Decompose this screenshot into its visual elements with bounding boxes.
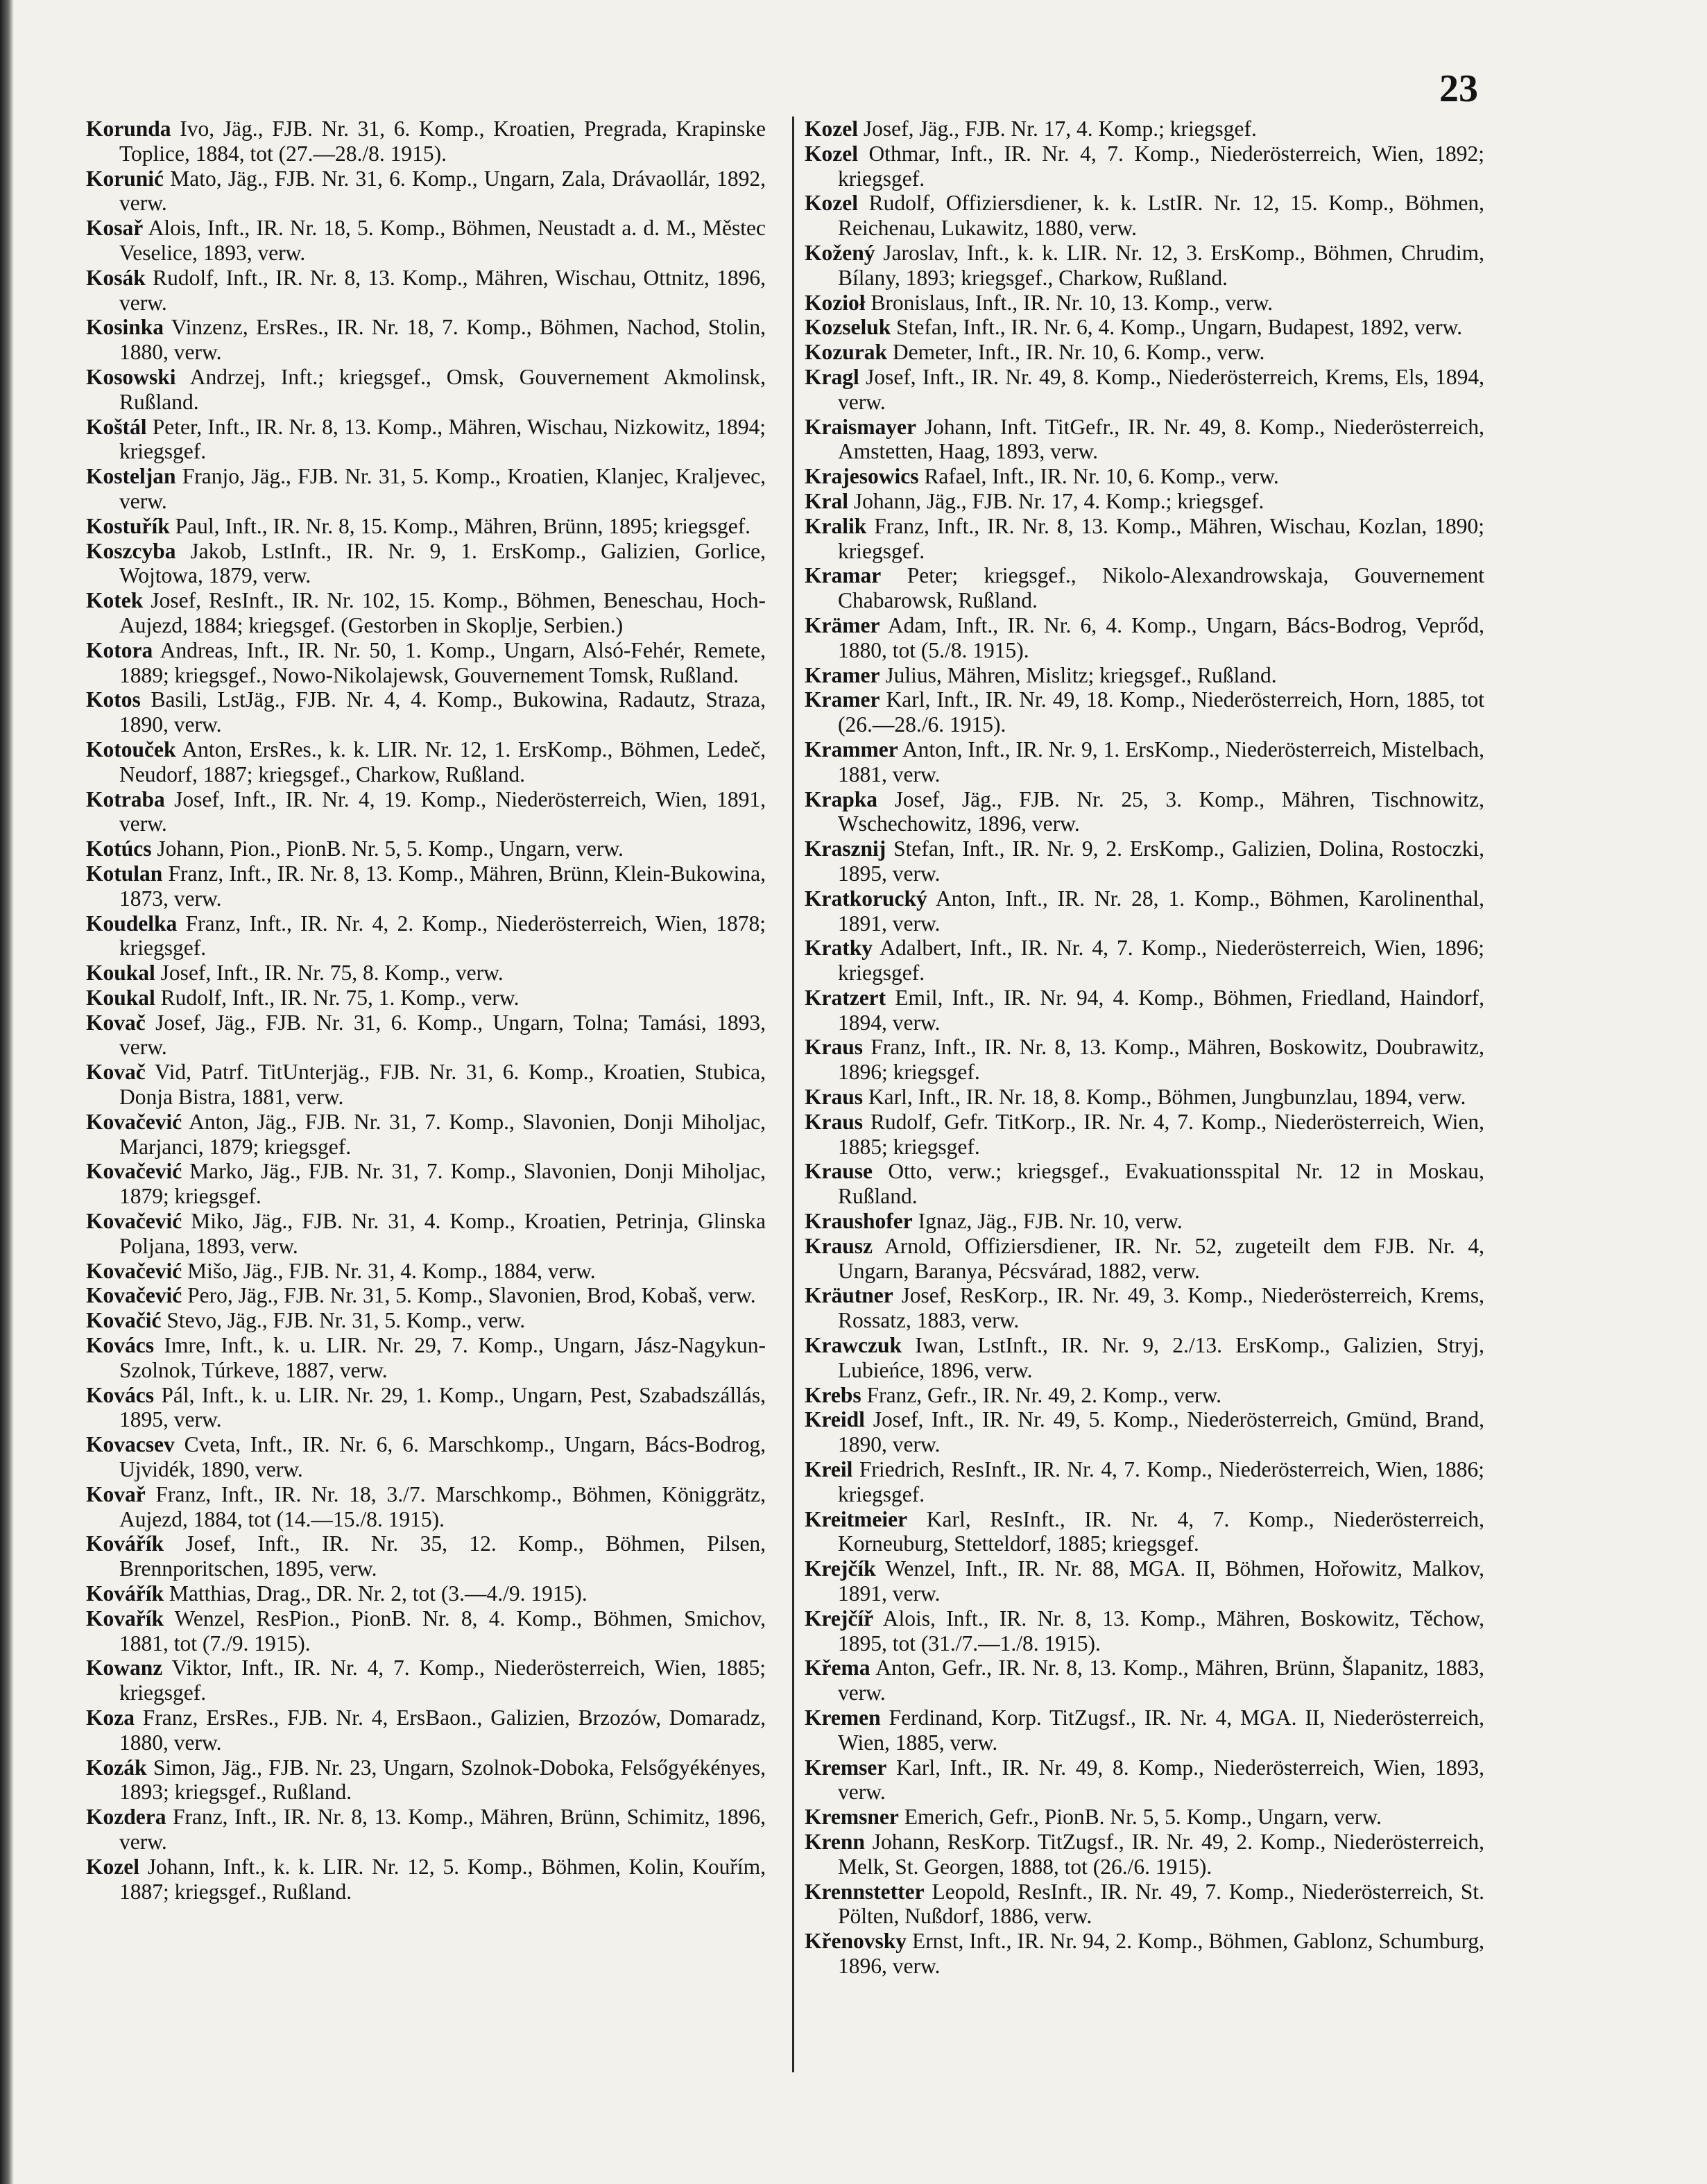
list-item [86,638,766,688]
entry-surname: Kräutner [805,1283,893,1308]
page-number: 23 [1439,67,1478,110]
entry-details: Wenzel, Inft., IR. Nr. 88, MGA. II, Böhmen, Hořowitz, Malkov, 1891, verw. [838,1556,1484,1606]
entry-surname: Kragl [805,364,859,389]
entry-details: Mato, Jäg., FJB. Nr. 31, 6. Komp., Ungarn, Zala, Drávaollár, 1892, verw. [119,166,766,216]
entry-surname: Křema [805,1656,870,1680]
entry-surname: Kozioł [805,290,866,315]
list-item [86,1805,766,1855]
entry-surname: Korunda [86,117,171,141]
list-item [86,1755,766,1805]
list-item [805,613,1484,663]
left-column [86,117,766,1904]
entry-surname: Koszcyba [86,538,176,563]
entry-surname: Krämer [805,612,880,637]
entry-details: Simon, Jäg., FJB. Nr. 23, Ungarn, Szolnok-Doboka, Felsőgyékényes, 1893; kriegsgef., Rußland. [119,1755,766,1805]
entry-details: Anton, Gefr., IR. Nr. 8, 13. Komp., Mähren, Brünn, Šlapanitz, 1883, verw. [838,1656,1484,1705]
entry-surname: Koukal [86,985,155,1010]
entry-surname: Kratzert [805,985,886,1010]
list-item [86,1482,766,1532]
entry-details: Friedrich, ResInft., IR. Nr. 4, 7. Komp., Niederösterreich, Wien, 1886; kriegsgef. [838,1457,1484,1506]
entry-details: Johann, Jäg., FJB. Nr. 17, 4. Komp.; kriegsgef. [848,488,1264,513]
entry-surname: Kreil [805,1457,853,1482]
entry-details: Josef, Jäg., FJB. Nr. 31, 6. Komp., Ungarn, Tolna; Tamási, 1893, verw. [119,1010,766,1060]
entry-details: Josef, ResInft., IR. Nr. 102, 15. Komp., Böhmen, Beneschau, Hoch-Aujezd, 1884; kriegsgef. (Gestorben in Skoplje, Serbien.) [119,588,766,637]
list-item [805,489,1484,514]
entry-surname: Krawczuk [805,1333,902,1358]
list-item [86,539,766,589]
entry-surname: Kraus [805,1085,864,1110]
entry-surname: Kramer [805,662,880,687]
entry-details: Anton, Inft., IR. Nr. 9, 1. ErsKomp., Niederösterreich, Mistelbach, 1881, verw. [838,737,1484,786]
entry-surname: Kosák [86,265,146,290]
entry-surname: Krause [805,1159,873,1184]
entry-surname: Korunić [86,166,164,191]
entry-details: Leopold, ResInft., IR. Nr. 49, 7. Komp., Niederösterreich, St. Pölten, Nußdorf, 1886, verw. [838,1879,1484,1929]
entry-details: Marko, Jäg., FJB. Nr. 31, 7. Komp., Slavonien, Donji Miholjac, 1879; kriegsgef. [119,1159,766,1209]
entry-surname: Kral [805,488,848,513]
entry-details: Matthias, Drag., DR. Nr. 2, tot (3.—4./9. 1915). [164,1581,587,1606]
list-item [805,1606,1484,1656]
entry-details: Josef, Jäg., FJB. Nr. 25, 3. Komp., Mähren, Tischnowitz, Wschechowitz, 1896, verw. [838,786,1484,836]
list-item [86,588,766,638]
list-item [805,514,1484,564]
list-item [805,1110,1484,1160]
entry-surname: Kozák [86,1755,147,1780]
entry-details: Ivo, Jäg., FJB. Nr. 31, 6. Komp., Kroatien, Pregrada, Krapinske Toplice, 1884, tot (27.—28./8. 1915). [119,117,766,166]
entry-details: Vid, Patrf. TitUnterjäg., FJB. Nr. 31, 6. Komp., Kroatien, Stubica, Donja Bistra, 1881, verw. [119,1060,766,1110]
entry-surname: Kremen [805,1705,881,1730]
list-item [86,911,766,961]
entry-surname: Kovačić [86,1308,162,1333]
entry-surname: Koukal [86,961,155,986]
right-column [805,117,1484,1979]
list-item [86,514,766,539]
entry-surname: Kremsner [805,1805,899,1830]
list-item [86,1705,766,1755]
list-item [86,1383,766,1433]
list-item [805,986,1484,1035]
list-item [805,1085,1484,1110]
entry-details: Josef, Inft., IR. Nr. 75, 8. Komp., verw. [155,961,504,986]
entry-details: Franz, Inft., IR. Nr. 8, 13. Komp., Mähren, Wischau, Kozlan, 1890; kriegsgef. [838,513,1484,563]
entry-surname: Krejčík [805,1556,876,1581]
list-item [805,1283,1484,1333]
entry-details: Josef, Inft., IR. Nr. 4, 19. Komp., Niederösterreich, Wien, 1891, verw. [119,786,766,836]
list-item [805,1805,1484,1830]
list-item [86,266,766,316]
list-item [805,1209,1484,1234]
list-item [86,216,766,266]
list-item [805,141,1484,191]
list-item [86,1656,766,1705]
entry-surname: Kozdera [86,1805,166,1830]
entry-details: Anton, Inft., IR. Nr. 28, 1. Komp., Böhmen, Karolinenthal, 1891, verw. [838,886,1484,936]
list-item [805,464,1484,489]
entry-details: Emil, Inft., IR. Nr. 94, 4. Komp., Böhmen, Friedland, Haindorf, 1894, verw. [838,985,1484,1035]
entry-surname: Kozel [805,117,858,141]
entry-details: Cveta, Inft., IR. Nr. 6, 6. Marschkomp., Ungarn, Bács-Bodrog, Ujvidék, 1890, verw. [119,1432,766,1482]
entry-surname: Kraismayer [805,414,916,439]
entry-surname: Kotek [86,588,144,613]
entry-details: Mišo, Jäg., FJB. Nr. 31, 4. Komp., 1884, verw. [182,1258,596,1283]
list-item [805,365,1484,415]
entry-surname: Kozel [86,1854,139,1879]
list-item [86,687,766,737]
list-item [86,1432,766,1482]
list-item [805,1656,1484,1705]
list-item [86,365,766,415]
entry-surname: Kraus [805,1109,864,1134]
entry-surname: Kozel [805,191,858,216]
entry-details: Viktor, Inft., IR. Nr. 4, 7. Komp., Niederösterreich, Wien, 1885; kriegsgef. [119,1656,766,1705]
entry-surname: Kovács [86,1382,154,1407]
entry-details: Ernst, Inft., IR. Nr. 94, 2. Komp., Böhmen, Gablonz, Schumburg, 1896, verw. [838,1929,1484,1978]
column-divider [792,117,794,2072]
entry-details: Adalbert, Inft., IR. Nr. 4, 7. Komp., Niederösterreich, Wien, 1896; kriegsgef. [838,936,1484,986]
list-item [86,1606,766,1656]
entry-surname: Kovačević [86,1159,182,1184]
list-item [86,986,766,1011]
list-item [805,291,1484,316]
entry-details: Andreas, Inft., IR. Nr. 50, 1. Komp., Ungarn, Alsó-Fehér, Remete, 1889; kriegsgef., Nowo-Nikolajewsk, Gouvernement Tomsk, Rußland. [119,637,766,687]
entry-details: Johann, Inft., k. k. LIR. Nr. 12, 5. Komp., Böhmen, Kolin, Kouřím, 1887; kriegsgef., Rußland. [119,1854,766,1904]
list-item [86,1209,766,1259]
entry-details: Othmar, Inft., IR. Nr. 4, 7. Komp., Niederösterreich, Wien, 1892; kriegsgef. [838,141,1484,191]
entry-details: Rudolf, Gefr. TitKorp., IR. Nr. 4, 7. Komp., Niederösterreich, Wien, 1885; kriegsgef. [838,1109,1484,1159]
entry-details: Karl, ResInft., IR. Nr. 4, 7. Komp., Niederösterreich, Korneuburg, Stetteldorf, 1885; kriegsgef. [838,1506,1484,1556]
entry-surname: Kostuřík [86,513,170,538]
entry-surname: Kovačević [86,1209,182,1234]
entry-details: Miko, Jäg., FJB. Nr. 31, 4. Komp., Kroatien, Petrinja, Glinska Poljana, 1893, verw. [119,1209,766,1258]
entry-surname: Krasznij [805,836,886,861]
list-item [805,1880,1484,1929]
entry-details: Stefan, Inft., IR. Nr. 6, 4. Komp., Ungarn, Budapest, 1892, verw. [891,315,1463,340]
entry-details: Rudolf, Inft., IR. Nr. 75, 1. Komp., verw. [155,985,520,1010]
list-item [86,166,766,216]
entry-surname: Kovačević [86,1258,182,1283]
entry-details: Franz, Gefr., IR. Nr. 49, 2. Komp., verw. [861,1382,1222,1407]
entry-details: Rafael, Inft., IR. Nr. 10, 6. Komp., verw. [918,464,1279,489]
list-item [86,415,766,465]
entry-surname: Kovářík [86,1581,164,1606]
list-item [805,787,1484,837]
list-item [805,737,1484,787]
entry-details: Johann, ResKorp. TitZugsf., IR. Nr. 49, 2. Komp., Niederösterreich, Melk, St. Georgen, 1888, tot (26./6. 1915). [838,1829,1484,1879]
list-item [805,687,1484,737]
entry-details: Rudolf, Inft., IR. Nr. 8, 13. Komp., Mähren, Wischau, Ottnitz, 1896, verw. [119,265,766,315]
list-item [86,1581,766,1606]
entry-details: Rudolf, Offiziersdiener, k. k. LstIR. Nr. 12, 15. Komp., Böhmen, Reichenau, Lukawitz, 1880, verw. [838,191,1484,241]
entry-details: Stevo, Jäg., FJB. Nr. 31, 5. Komp., verw. [161,1308,526,1333]
list-item [86,861,766,911]
entry-surname: Kovács [86,1333,154,1358]
entry-details: Peter, Inft., IR. Nr. 8, 13. Komp., Mähren, Wischau, Nizkowitz, 1894; kriegsgef. [119,414,766,464]
entry-surname: Koza [86,1705,135,1730]
list-item [86,836,766,861]
entry-surname: Koudelka [86,911,178,936]
entry-surname: Kozseluk [805,315,891,340]
list-item [805,1035,1484,1085]
list-item [86,117,766,166]
entry-details: Adam, Inft., IR. Nr. 6, 4. Komp., Ungarn, Bács-Bodrog, Veprőd, 1880, tot (5./8. 1915). [838,612,1484,662]
entry-details: Johann, Pion., PionB. Nr. 5, 5. Komp., Ungarn, verw. [151,836,624,861]
entry-details: Arnold, Offiziersdiener, IR. Nr. 52, zugeteilt dem FJB. Nr. 4, Ungarn, Baranya, Pécsvárad, 1882, verw. [838,1233,1484,1283]
list-item [805,1929,1484,1979]
entry-surname: Kovačević [86,1109,182,1134]
entry-details: Franz, ErsRes., FJB. Nr. 4, ErsBaon., Galizien, Brzozów, Domaradz, 1880, verw. [119,1705,766,1755]
entry-surname: Krapka [805,786,878,811]
entry-details: Franz, Inft., IR. Nr. 18, 3./7. Marschkomp., Böhmen, Königgrätz, Aujezd, 1884, tot (14.—15./8. 1915). [119,1481,766,1531]
entry-surname: Kozurak [805,340,888,365]
entry-surname: Kotulan [86,861,163,886]
entry-details: Franz, Inft., IR. Nr. 8, 13. Komp., Mähren, Brünn, Klein-Bukowina, 1873, verw. [119,861,766,911]
entry-details: Alois, Inft., IR. Nr. 8, 13. Komp., Mähren, Boskowitz, Těchow, 1895, tot (31./7.—1./8. 1915). [838,1606,1484,1656]
list-item [86,1855,766,1904]
entry-surname: Kreitmeier [805,1506,908,1531]
entry-surname: Kotouček [86,737,176,762]
entry-details: Ignaz, Jäg., FJB. Nr. 10, verw. [912,1209,1183,1234]
entry-details: Josef, ResKorp., IR. Nr. 49, 3. Komp., Niederösterreich, Krems, Rossatz, 1883, verw. [838,1283,1484,1333]
entry-surname: Kraushofer [805,1209,913,1234]
entry-surname: Kowanz [86,1656,163,1680]
entry-details: Johann, Inft. TitGefr., IR. Nr. 49, 8. Komp., Niederösterreich, Amstetten, Haag, 1893, verw. [838,414,1484,464]
list-item [86,1110,766,1160]
entry-details: Karl, Inft., IR. Nr. 49, 8. Komp., Niederösterreich, Wien, 1893, verw. [838,1755,1484,1805]
entry-surname: Kratky [805,936,873,961]
entry-surname: Krammer [805,737,898,762]
entry-surname: Krennstetter [805,1879,925,1904]
entry-surname: Kraus [805,1035,864,1060]
list-item [805,1234,1484,1284]
list-item [805,315,1484,340]
entry-details: Jakob, LstInft., IR. Nr. 9, 1. ErsKomp., Galizien, Gorlice, Wojtowa, 1879, verw. [119,538,766,588]
entry-details: Franz, Inft., IR. Nr. 4, 2. Komp., Niederösterreich, Wien, 1878; kriegsgef. [119,911,766,961]
entry-details: Bronislaus, Inft., IR. Nr. 10, 13. Komp., verw. [865,290,1273,315]
entry-surname: Kotraba [86,786,165,811]
entry-surname: Kreidl [805,1407,865,1432]
entry-details: Stefan, Inft., IR. Nr. 9, 2. ErsKomp., Galizien, Dolina, Rostoczki, 1895, verw. [838,836,1484,886]
entry-details: Julius, Mähren, Mislitz; kriegsgef., Rußland. [880,662,1277,687]
list-item [805,1830,1484,1880]
entry-surname: Kosowski [86,364,176,389]
list-item [805,1333,1484,1383]
entry-surname: Kovačević [86,1283,182,1308]
entry-surname: Krenn [805,1829,865,1854]
list-item [86,1259,766,1284]
list-item [805,191,1484,241]
list-item [86,1159,766,1209]
entry-details: Iwan, LstInft., IR. Nr. 9, 2./13. ErsKomp., Galizien, Stryj, Lubieńce, 1896, verw. [838,1333,1484,1382]
page-edge-shadow [0,0,14,2184]
entry-surname: Kramer [805,687,880,712]
entry-surname: Krejčíř [805,1606,874,1631]
list-item [805,1556,1484,1606]
list-item [805,663,1484,688]
entry-details: Josef, Inft., IR. Nr. 49, 5. Komp., Niederösterreich, Gmünd, Brand, 1890, verw. [838,1407,1484,1457]
entry-surname: Krebs [805,1382,861,1407]
list-item [86,1283,766,1308]
entry-details: Otto, verw.; kriegsgef., Evakuationsspital Nr. 12 in Moskau, Rußland. [838,1159,1484,1209]
list-item [86,737,766,787]
entry-details: Karl, Inft., IR. Nr. 49, 18. Komp., Niederösterreich, Horn, 1885, tot (26.—28./6. 1915). [838,687,1484,737]
list-item [805,1383,1484,1408]
entry-details: Vinzenz, ErsRes., IR. Nr. 18, 7. Komp., Böhmen, Nachod, Stolin, 1880, verw. [119,315,766,365]
entry-surname: Kosinka [86,315,164,340]
entry-details: Josef, Jäg., FJB. Nr. 17, 4. Komp.; kriegsgef. [857,117,1257,141]
list-item [86,464,766,514]
entry-details: Pál, Inft., k. u. LIR. Nr. 29, 1. Komp., Ungarn, Pest, Szabadszállás, 1895, verw. [119,1382,766,1432]
entry-details: Karl, Inft., IR. Nr. 18, 8. Komp., Böhmen, Jungbunzlau, 1894, verw. [863,1085,1466,1110]
entry-surname: Krajesowics [805,464,919,489]
entry-details: Ferdinand, Korp. TitZugsf., IR. Nr. 4, MGA. II, Niederösterreich, Wien, 1885, verw. [838,1705,1484,1755]
list-item [86,1333,766,1383]
list-item [805,1507,1484,1557]
entry-details: Franz, Inft., IR. Nr. 8, 13. Komp., Mähren, Boskowitz, Doubrawitz, 1896; kriegsgef. [838,1035,1484,1085]
list-item [805,1705,1484,1755]
list-item [805,836,1484,886]
entry-surname: Kovač [86,1060,146,1085]
list-item [805,117,1484,141]
list-item [805,1407,1484,1457]
entry-surname: Kremser [805,1755,887,1780]
entry-details: Anton, Jäg., FJB. Nr. 31, 7. Komp., Slavonien, Donji Miholjac, Marjanci, 1879; kriegsgef. [119,1109,766,1159]
entry-surname: Kovářík [86,1531,164,1556]
entry-details: Josef, Inft., IR. Nr. 35, 12. Komp., Böhmen, Pilsen, Brennporitschen, 1895, verw. [119,1531,766,1581]
entry-details: Franjo, Jäg., FJB. Nr. 31, 5. Komp., Kroatien, Klanjec, Kraljevec, verw. [119,464,766,513]
entry-surname: Kožený [805,240,875,265]
entry-details: Paul, Inft., IR. Nr. 8, 15. Komp., Mähren, Brünn, 1895; kriegsgef. [169,513,751,538]
entry-surname: Kotúcs [86,836,152,861]
entry-details: Demeter, Inft., IR. Nr. 10, 6. Komp., verw. [887,340,1265,365]
list-item [86,1531,766,1581]
entry-surname: Křenovsky [805,1929,907,1954]
list-item [86,1308,766,1333]
entry-surname: Kosteljan [86,464,176,489]
entry-surname: Kovacsev [86,1432,175,1457]
entry-surname: Kovař [86,1481,146,1506]
list-item [805,1755,1484,1805]
entry-surname: Kosař [86,216,144,241]
list-item [86,1011,766,1060]
entry-details: Emerich, Gefr., PionB. Nr. 5, 5. Komp., Ungarn, verw. [898,1805,1382,1830]
list-item [805,1457,1484,1507]
entry-details: Peter; kriegsgef., Nikolo-Alexandrowskaja, Gouvernement Chabarowsk, Rußland. [838,563,1484,613]
entry-details: Wenzel, ResPion., PionB. Nr. 8, 4. Komp., Böhmen, Smichov, 1881, tot (7./9. 1915). [119,1606,766,1656]
list-item [805,340,1484,365]
entry-surname: Krausz [805,1233,873,1258]
entry-surname: Kotos [86,687,141,712]
entry-details: Josef, Inft., IR. Nr. 49, 8. Komp., Niederösterreich, Krems, Els, 1894, verw. [838,364,1484,414]
entry-surname: Kovařík [86,1606,164,1631]
list-item [86,961,766,986]
entry-details: Franz, Inft., IR. Nr. 8, 13. Komp., Mähren, Brünn, Schimitz, 1896, verw. [119,1805,766,1854]
entry-details: Jaroslav, Inft., k. k. LIR. Nr. 12, 3. ErsKomp., Böhmen, Chrudim, Bílany, 1893; kriegsgef., Charkow, Rußland. [838,240,1484,290]
list-item [805,241,1484,291]
entry-details: Pero, Jäg., FJB. Nr. 31, 5. Komp., Slavonien, Brod, Kobaš, verw. [182,1283,756,1308]
entry-details: Basili, LstJäg., FJB. Nr. 4, 4. Komp., Bukowina, Radautz, Straza, 1890, verw. [119,687,766,737]
list-item [805,563,1484,613]
list-item [805,886,1484,936]
list-item [86,1060,766,1110]
entry-surname: Kramar [805,563,882,588]
entry-details: Anton, ErsRes., k. k. LIR. Nr. 12, 1. ErsKomp., Böhmen, Ledeč, Neudorf, 1887; kriegsgef., Charkow, Rußland. [119,737,766,786]
entry-details: Alois, Inft., IR. Nr. 18, 5. Komp., Böhmen, Neustadt a. d. M., Městec Veselice, 1893, verw. [119,216,766,265]
entry-surname: Kovač [86,1010,146,1035]
entry-surname: Kratkorucký [805,886,927,911]
list-item [805,936,1484,986]
list-item [805,415,1484,465]
entry-details: Imre, Inft., k. u. LIR. Nr. 29, 7. Komp., Ungarn, Jász-Nagykun-Szolnok, Túrkeve, 1887, verw. [119,1333,766,1382]
entry-details: Andrzej, Inft.; kriegsgef., Omsk, Gouvernement Akmolinsk, Rußland. [119,364,766,414]
list-item [86,787,766,837]
entry-surname: Kralik [805,513,867,538]
entry-surname: Kotora [86,637,153,662]
entry-surname: Kozel [805,141,858,166]
entry-surname: Koštál [86,414,147,439]
list-item [805,1159,1484,1209]
list-item [86,315,766,365]
